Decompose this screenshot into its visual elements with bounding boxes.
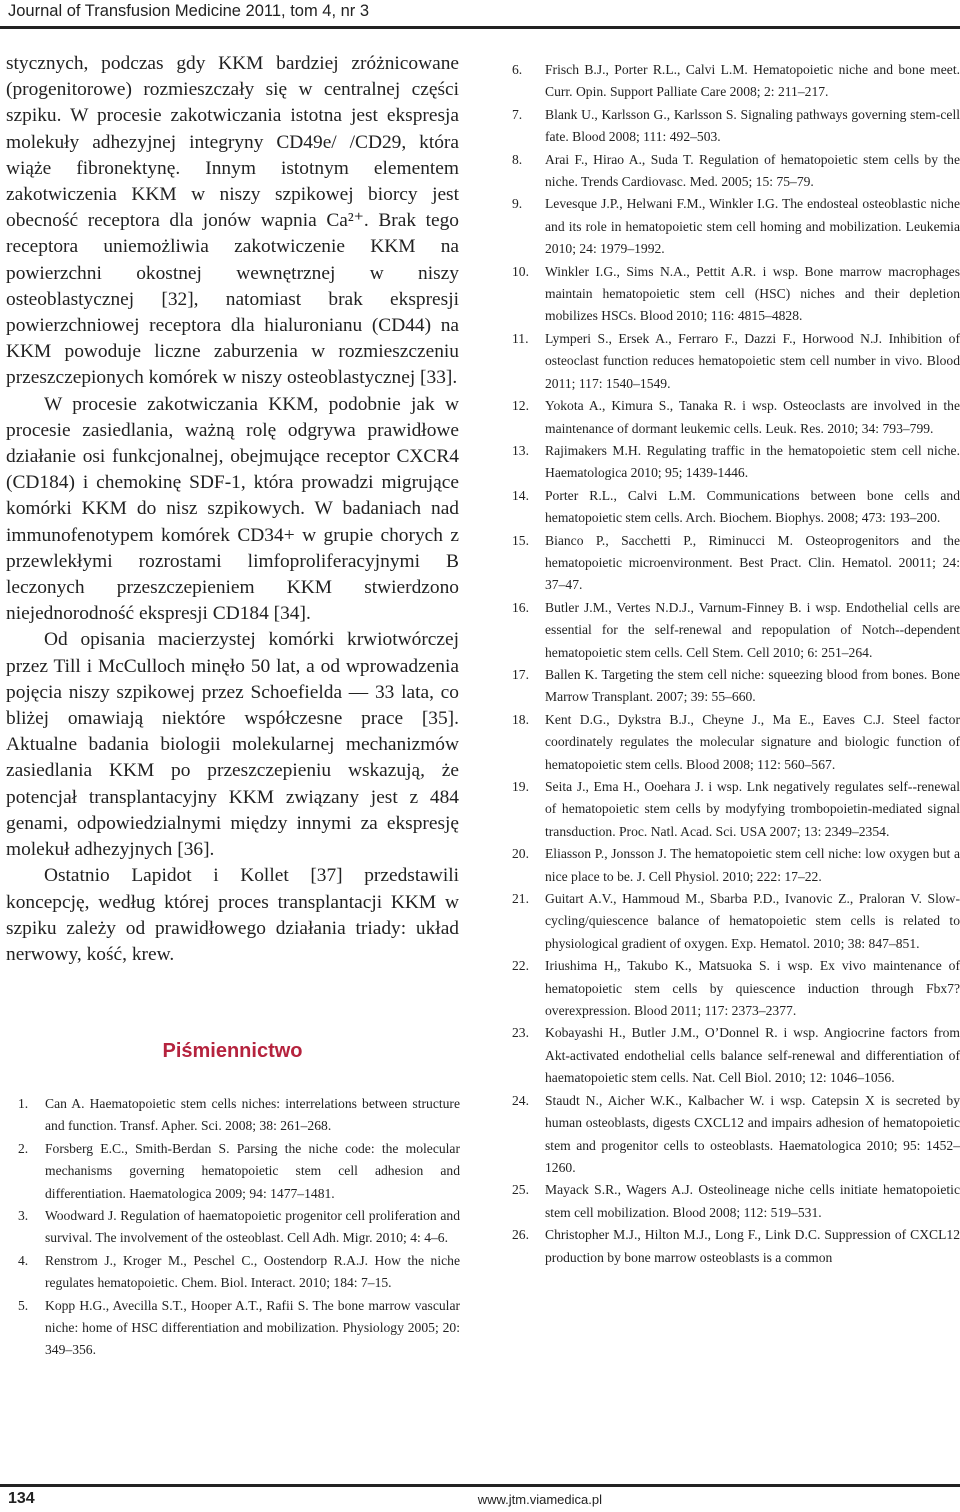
page-number: 134	[8, 1490, 35, 1507]
reference-text: Winkler I.G., Sims N.A., Pettit A.R. i wsp. Bone marrow macrophages maintain hematopoietic stem cell (HSC) niches and their depletion mobilizes HSCs. Blood 2010; 116: 4815–4828.	[545, 263, 960, 324]
reference-item	[18, 1295, 460, 1362]
reference-item	[18, 1093, 460, 1138]
reference-item	[512, 193, 960, 260]
references-title: Piśmiennictwo	[162, 1040, 303, 1062]
reference-item	[512, 709, 960, 776]
reference-number: 1.	[18, 1096, 29, 1111]
reference-number: 24.	[512, 1092, 529, 1108]
reference-number: 26.	[512, 1227, 529, 1243]
journal-header: Journal of Transfusion Medicine 2011, tom 4, nr 3	[8, 2, 370, 20]
reference-number: 12.	[512, 398, 529, 414]
reference-number: 25.	[512, 1182, 529, 1198]
reference-text: Butler J.M., Vertes N.D.J., Varnum-Finney B. i wsp. Endothelial cells are essential for the self-renewal and repopulation of Notch--dependent hematopoietic stem cells. Cell Stem. Cell 2010; 6: 251–264.	[545, 599, 960, 660]
references-list-right	[512, 59, 960, 1269]
reference-text: Christopher M.J., Hilton M.J., Long F., Link D.C. Suppression of CXCL12 production by bone marrow osteoblasts is a common	[545, 1227, 960, 1265]
reference-item	[512, 843, 960, 888]
reference-text: Lymperi S., Ersek A., Ferraro F., Dazzi F., Horwood N.J. Inhibition of osteoclast function reduces hematopoietic stem cell number in vivo. Blood 2011; 117: 1540–1549.	[545, 330, 960, 391]
reference-text: Kobayashi H., Butler J.M., O’Donnel R. i wsp. Angiocrine factors from Akt-activated endothelial cells balance self-renewal and differentiation of haematopoietic stem cells. Nat. Cell Biol. 2010; 12: 1046–1056.	[545, 1025, 960, 1086]
body-paragraph-1: stycznych, podczas gdy KKM bardziej zróżnicowane (progenitorowe) rozmieszczały się w centralnej części szpiku. W procesie zakotwiczania istotna jest ekspresja molekuły adhezyjnej integryny CD49e/ /CD29, która wiąże fibronektynę. Innym istotnym elementem zakotwiczenia KKM w niszy szpikowej biorcy jest obecność receptora dla jonów wapnia Ca²⁺. Brak tego receptora uniemożliwia zakotwiczenie KKM na powierzchni okostnej wewnętrznej w niszy osteoblastycznej [32], natomiast brak ekspresji powierzchniowej receptora dla hialuronianu (CD44) na KKM powoduje liczne zaburzenia w rozmieszczeniu przeszczepionych komórek w niszy osteoblastycznej [33].	[6, 53, 459, 389]
header-rule	[0, 26, 960, 29]
reference-item	[512, 1090, 960, 1180]
reference-text: Can A. Haematopoietic stem cells niches: interrelations between structure and function. Transf. Apher. Sci. 2008; 38: 261–268.	[45, 1096, 460, 1134]
reference-item	[512, 1022, 960, 1089]
reference-number: 4.	[18, 1252, 29, 1268]
reference-number: 15.	[512, 532, 529, 548]
reference-number: 8.	[512, 151, 523, 167]
reference-text: Rajimakers M.H. Regulating traffic in the hematopoietic stem cell niche. Haematologica 2010; 95; 1439-1446.	[545, 442, 960, 481]
reference-number: 13.	[512, 442, 529, 458]
reference-item	[512, 261, 960, 328]
reference-text: Porter R.L., Calvi L.M. Communications between bone cells and hematopoietic stem cells. Arch. Biochem. Biophys. 2008; 473: 193–200.	[545, 487, 960, 526]
reference-number: 14.	[512, 487, 529, 503]
body-paragraph-4: Ostatnio Lapidot i Kollet [37] przedstawili koncepcję, według której proces transplantacji KKM w szpiku zależy od prawidłowego działania triady: układ nerwowy, kość, krew.	[6, 865, 459, 965]
reference-item	[512, 149, 960, 194]
reference-item	[512, 395, 960, 440]
reference-text: Bianco P., Sacchetti P., Riminucci M. Osteoprogenitors and the hematopoietic microenvironment. Best Pract. Clin. Hematol. 20011; 24: 37–47.	[545, 532, 960, 593]
reference-text: Renstrom J., Kroger M., Peschel C., Oostendorp R.A.J. How the niche regulates hematopoietic. Chem. Biol. Interact. 2010; 184: 7–15.	[45, 1252, 460, 1291]
reference-item	[512, 328, 960, 395]
reference-item	[512, 597, 960, 664]
reference-text: Mayack S.R., Wagers A.J. Osteolineage niche cells initiate hematopoietic stem cell mobilization. Blood 2008; 112: 519–531.	[545, 1182, 960, 1220]
reference-text: Guitart A.V., Hammoud M., Sbarba P.D., Ivanovic Z., Praloran V. Slow-cycling/quiescence balance of hematopoietic stem cells is related to physiological gradient of oxygen. Exp. Hematol. 2010; 38: 847–851.	[545, 891, 960, 951]
reference-text: Arai F., Hirao A., Suda T. Regulation of hematopoietic stem cells by the niche. Trends Cardiovasc. Med. 2005; 15: 75–79.	[545, 151, 960, 190]
reference-number: 22.	[512, 958, 529, 974]
reference-number: 20.	[512, 846, 529, 862]
reference-text: Blank U., Karlsson G., Karlsson S. Signaling pathways governing stem-cell fate. Blood 2008; 111: 492–503.	[545, 106, 960, 145]
reference-item	[512, 1179, 960, 1224]
reference-number: 21.	[512, 891, 529, 907]
reference-item	[18, 1138, 460, 1205]
reference-item	[512, 955, 960, 1022]
reference-text: Levesque J.P., Helwani F.M., Winkler I.G. The endosteal osteoblastic niche and its role in hematopoietic stem cell homing and mobilization. Leukemia 2010; 24: 1979–1992.	[545, 196, 960, 257]
reference-text: Kent D.G., Dykstra B.J., Cheyne J., Ma E., Eaves C.J. Steel factor coordinately regulates the molecular signature and biologic function of hematopoietic stem cells. Blood 2008; 112: 560–567.	[545, 711, 960, 772]
footer-rule	[0, 1484, 960, 1487]
reference-item	[18, 1205, 460, 1250]
reference-item	[512, 59, 960, 104]
body-paragraph-2: W procesie zakotwiczania KKM, podobnie jak w procesie zasiedlania, ważną rolę odgrywa prawidłowe działanie osi funkcjonalnej, obejmujące receptor CXCR4 (CD184) i chemokinę SDF-1, która prowadzi migrujące komórki KKM do nisz szpikowych. W badaniach nad immunofenotypem komórek CD34+ w grupie chorych z przewlekłymi rozrostami limfoproliferacyjnymi B leczonych przeszczepieniem KKM stwierdzono niejednorodność ekspresji CD184 [34].	[6, 393, 459, 625]
reference-item	[512, 530, 960, 597]
reference-item	[512, 440, 960, 485]
reference-number: 23.	[512, 1025, 529, 1041]
reference-item	[512, 888, 960, 955]
reference-text: Woodward J. Regulation of haematopoietic progenitor cell proliferation and survival. The involvement of the osteoblast. Cell Adh. Migr. 2010; 4: 4–6.	[45, 1208, 460, 1246]
reference-number: 7.	[512, 106, 523, 122]
website-link[interactable]: www.jtm.viamedica.pl	[477, 1492, 602, 1507]
reference-text: Forsberg E.C., Smith-Berdan S. Parsing the niche code: the molecular mechanisms governing hematopoietic stem cell adhesion and differentiation. Haematologica 2009; 94: 1477–1481.	[45, 1140, 460, 1201]
reference-text: Yokota A., Kimura S., Tanaka R. i wsp. Osteoclasts are involved in the maintenance of dormant leukemic cells. Leuk. Res. 2010; 34: 793–799.	[545, 398, 960, 436]
reference-number: 11.	[512, 330, 529, 346]
reference-number: 10.	[512, 263, 529, 279]
reference-number: 5.	[18, 1297, 29, 1313]
reference-number: 6.	[512, 62, 523, 77]
reference-item	[512, 104, 960, 149]
reference-text: Iriushima H,, Takubo K., Matsuoka S. i wsp. Ex vivo maintenance of hematopoietic stem cells by quiescence induction through Fbx7? overexpression. Blood 2011; 117: 2373–2377.	[545, 958, 960, 1019]
reference-number: 9.	[512, 196, 523, 212]
reference-item	[512, 485, 960, 530]
reference-number: 17.	[512, 666, 529, 682]
reference-item	[512, 776, 960, 843]
reference-number: 19.	[512, 779, 529, 794]
reference-item	[512, 1224, 960, 1269]
references-list-left	[18, 1093, 460, 1362]
reference-text: Ballen K. Targeting the stem cell niche: squeezing blood from bones. Bone Marrow Transplant. 2007; 39: 55–660.	[545, 666, 960, 705]
body-text-column	[6, 51, 459, 968]
reference-number: 2.	[18, 1140, 29, 1156]
reference-number: 3.	[18, 1208, 29, 1224]
reference-item	[18, 1250, 460, 1295]
reference-text: Staudt N., Aicher W.K., Kalbacher W. i wsp. Catepsin X is secreted by human osteoblasts, digests CXCL12 and impairs adhesion of hematopoietic stem and progenitor cells to osteoblasts. Haematologica 2010; 95: 1452–1260.	[545, 1092, 960, 1175]
reference-number: 18.	[512, 711, 529, 727]
reference-text: Frisch B.J., Porter R.L., Calvi L.M. Hematopoietic niche and bone meet. Curr. Opin. Support Palliate Care 2008; 2: 211–217.	[545, 62, 960, 100]
reference-text: Kopp H.G., Avecilla S.T., Hooper A.T., Rafii S. The bone marrow vascular niche: home of HSC differentiation and mobilization. Physiology 2005; 20: 349–356.	[45, 1297, 460, 1358]
reference-text: Eliasson P., Jonsson J. The hematopoietic stem cell niche: low oxygen but a nice place to be. J. Cell Physiol. 2010; 222: 17–22.	[545, 846, 960, 884]
reference-text: Seita J., Ema H., Ooehara J. i wsp. Lnk negatively regulates self--renewal of hematopoietic stem cells by modyfying trombopoietin-mediated signal transduction. Proc. Natl. Acad. Sci. USA 2007; 13: 2349–2354.	[545, 779, 960, 839]
reference-item	[512, 664, 960, 709]
body-paragraph-3: Od opisania macierzystej komórki krwiotwórczej przez Till i McCulloch minęło 50 lat, a od wprowadzenia pojęcia niszy szpikowej przez Schoefielda — 33 lata, co bliżej omawiają niektóre współczesne prace [35]. Aktualne badania biologii molekularnej mechanizmów zasiedlania KKM po przeszczepieniu wskazują, że potencjał transplantacyjny KKM związany jest z 484 genami, odpowiedzialnymi między innymi za ekspresję molekuł adhezyjnych [36].	[6, 629, 459, 861]
reference-number: 16.	[512, 599, 529, 615]
